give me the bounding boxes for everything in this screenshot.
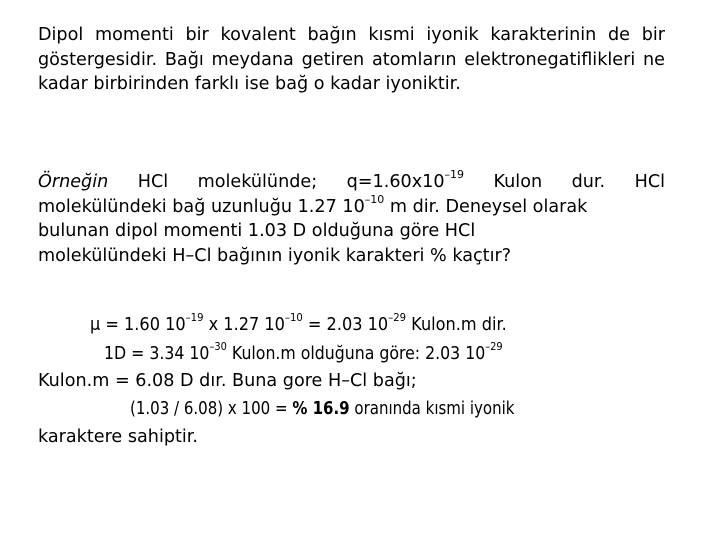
- example-label: Örneğin: [38, 172, 109, 192]
- question-text-1b: Kulon dur. HCl: [464, 172, 665, 192]
- intro-paragraph: Dipol momenti bir kovalent bağın kısmi iyonik karakterinin de bir göstergesidir. Bağı meydana getiren atomların elektronegatiflikleri ne kadar birbirinden farklı ise bağ o kadar iyoniktir.: [38, 25, 665, 94]
- solution-4a: (1.03 / 6.08) x 100 =: [130, 399, 293, 419]
- solution-1-exp1: –19: [185, 311, 204, 325]
- solution-line-1: [90, 313, 665, 338]
- solution-1-exp3: –29: [388, 311, 407, 325]
- question-line-1: [38, 170, 665, 195]
- solution-line-4: [130, 397, 665, 422]
- solution-2-exp1: –30: [209, 340, 227, 354]
- question-text-2b: m dir. Deneysel olarak: [384, 196, 588, 217]
- length-exponent: –10: [364, 192, 385, 206]
- question-line-4: molekülündeki H–Cl bağının iyonik karakteri % kaçtır?: [38, 245, 512, 266]
- solution-line-5: karaktere sahiptir.: [38, 427, 199, 447]
- solution-1b: x 1.27 10: [203, 315, 285, 335]
- question-line-3: bulunan dipol momenti 1.03 D olduğuna göre HCl: [38, 221, 476, 241]
- question-text-1a: HCl molekülünde; q=1.60x10: [108, 172, 445, 192]
- solution-1a: μ = 1.60 10: [90, 315, 186, 335]
- solution-2b: Kulon.m olduğuna göre: 2.03 10: [226, 344, 486, 364]
- charge-exponent: –19: [444, 168, 465, 182]
- solution-2a: 1D = 3.34 10: [104, 344, 210, 364]
- solution-1c: = 2.03 10: [302, 315, 389, 335]
- solution-4c: oranında kısmi iyonik: [349, 399, 515, 419]
- solution-line-3: Kulon.m = 6.08 D dır. Buna gore H–Cl bağı;: [38, 371, 417, 391]
- solution-line-2: [104, 342, 665, 367]
- solution-1d: Kulon.m dir.: [406, 315, 507, 335]
- result-percent: % 16.9: [292, 399, 350, 419]
- solution-2-exp2: –29: [485, 340, 503, 354]
- question-line-2: [38, 192, 665, 220]
- solution-1-exp2: –10: [284, 311, 303, 325]
- question-text-2a: molekülündeki bağ uzunluğu 1.27 10: [38, 196, 365, 217]
